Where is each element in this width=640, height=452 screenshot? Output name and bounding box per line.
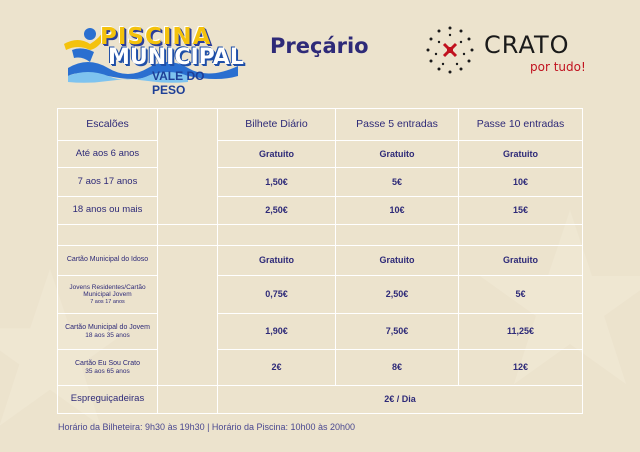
table-row — [58, 314, 583, 350]
cell-value: 1,90€ — [218, 314, 336, 350]
cell-value: 7,50€ — [336, 314, 459, 350]
row-label: Cartão Municipal do Idoso — [58, 246, 158, 276]
row-label: Espreguiçadeiras — [58, 386, 158, 414]
row-label-cell — [58, 314, 158, 350]
logo-line-municipal: MUNICIPAL — [108, 45, 244, 70]
cell-value: 11,25€ — [459, 314, 583, 350]
table-row — [58, 141, 583, 168]
cell-value: 0,75€ — [218, 276, 336, 314]
cell-value: Gratuito — [336, 246, 459, 276]
cell-value: 1,50€ — [218, 168, 336, 197]
table-header-row — [58, 109, 583, 141]
cell-value: 2,50€ — [336, 276, 459, 314]
cell-value-merged: 2€ / Dia — [218, 386, 583, 414]
cell-value: 2€ — [218, 350, 336, 386]
page-header — [0, 0, 640, 100]
header-bilhete-diario: Bilhete Diário — [218, 109, 336, 141]
table-row — [58, 276, 583, 314]
crato-slogan: por tudo! — [530, 60, 586, 74]
empty-cell — [158, 225, 218, 246]
empty-cell — [459, 225, 583, 246]
cell-value: 12€ — [459, 350, 583, 386]
cell-value: 15€ — [459, 197, 583, 225]
spacer-cell — [158, 109, 218, 225]
cell-value: Gratuito — [336, 141, 459, 168]
header-passe-5: Passe 5 entradas — [336, 109, 459, 141]
cell-value: 10€ — [336, 197, 459, 225]
empty-cell — [336, 225, 459, 246]
spacer-cell — [158, 246, 218, 386]
row-label-cell — [58, 276, 158, 314]
cell-value: 5€ — [459, 276, 583, 314]
row-label: 18 anos ou mais — [58, 197, 158, 225]
empty-cell — [58, 225, 158, 246]
opening-hours-footer: Horário da Bilheteira: 9h30 às 19h30 | Horário da Piscina: 10h00 às 20h00 — [58, 422, 356, 432]
cell-value: Gratuito — [459, 246, 583, 276]
row-label: Cartão Eu Sou Crato — [75, 359, 140, 367]
cell-value: Gratuito — [459, 141, 583, 168]
row-label: Cartão Municipal do Jovem — [65, 323, 150, 331]
cell-value: Gratuito — [218, 246, 336, 276]
spacer-cell — [158, 386, 218, 414]
crato-emblem-icon — [424, 24, 476, 76]
row-sublabel: 18 aos 35 anos — [85, 331, 130, 339]
logo-line-piscina: PISCINA — [100, 24, 212, 50]
row-sublabel: 35 aos 65 anos — [85, 367, 130, 375]
row-label: Jovens Residentes/Cartão Municipal Jovem — [69, 283, 146, 299]
row-sublabel: 7 aos 17 anos — [90, 298, 125, 305]
row-label: 7 aos 17 anos — [58, 168, 158, 197]
table-row — [58, 168, 583, 197]
crato-brand-name: CRATO — [484, 31, 570, 59]
cell-value: Gratuito — [218, 141, 336, 168]
cell-value: 2,50€ — [218, 197, 336, 225]
piscina-municipal-logo — [60, 20, 244, 97]
table-row — [58, 246, 583, 276]
cell-value: 10€ — [459, 168, 583, 197]
page-title: Preçário — [270, 34, 369, 58]
cell-value: 8€ — [336, 350, 459, 386]
cell-value: 5€ — [336, 168, 459, 197]
table-row — [58, 197, 583, 225]
empty-cell — [218, 225, 336, 246]
logo-line-vale-do-peso: VALE DO PESO — [152, 69, 205, 97]
price-table — [57, 108, 583, 414]
table-row — [58, 350, 583, 386]
table-gap-row — [58, 225, 583, 246]
table-row — [58, 386, 583, 414]
header-escaloes: Escalões — [58, 109, 158, 141]
header-passe-10: Passe 10 entradas — [459, 109, 583, 141]
row-label-cell — [58, 350, 158, 386]
row-label: Até aos 6 anos — [58, 141, 158, 168]
